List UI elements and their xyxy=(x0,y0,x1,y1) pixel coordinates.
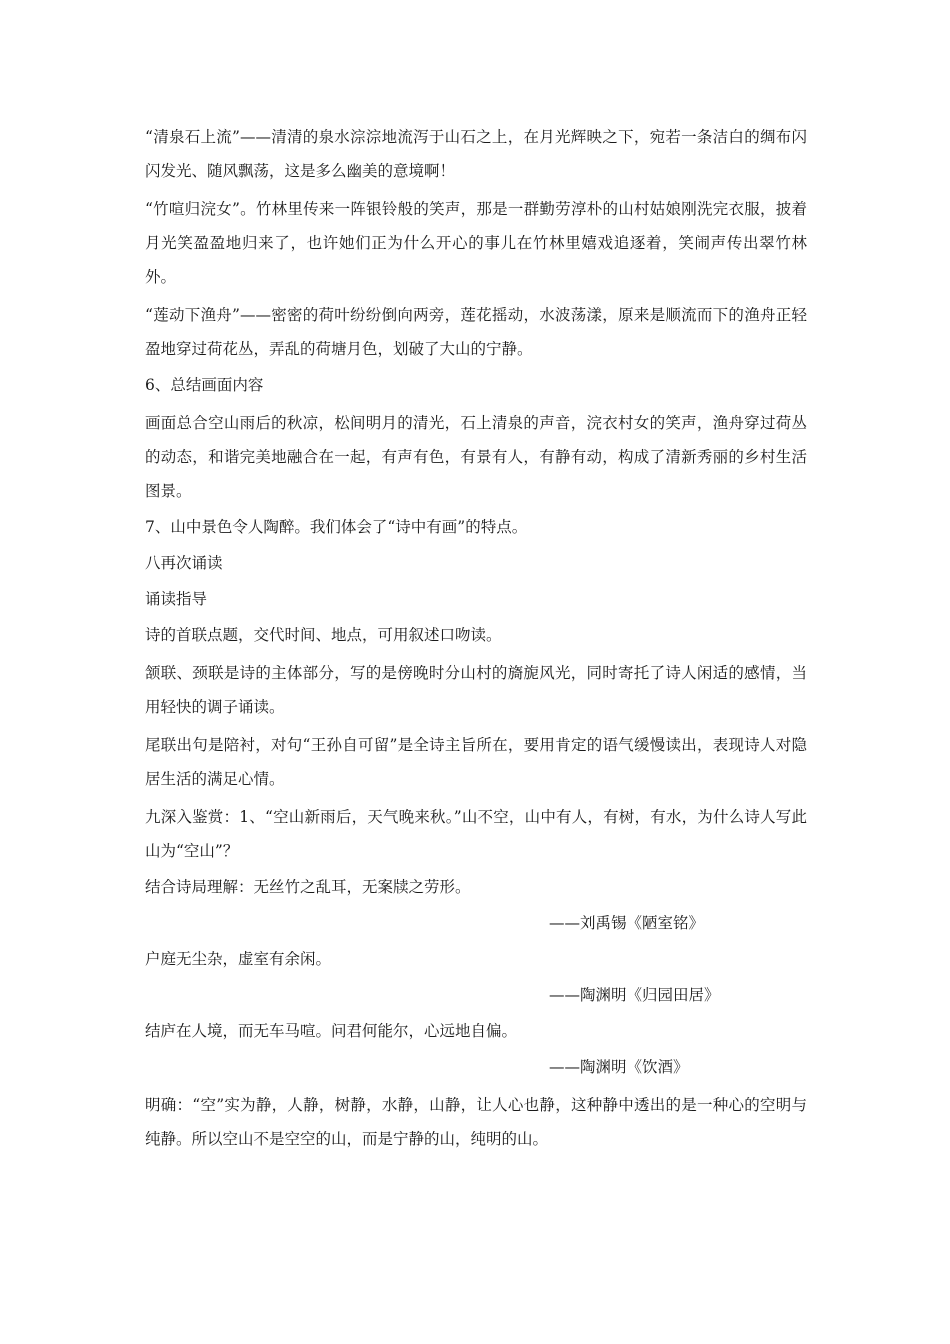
quote-guiyuan: 户庭无尘杂，虚室有余闲。 xyxy=(145,950,332,968)
paragraph-last-couplet: 尾联出句是陪衬，对句“王孙自可留”是全诗主旨所在，要用肯定的语气缓慢读出，表现诗人对隐居生活的满足心情。 xyxy=(145,736,807,788)
heading-reread: 八再次诵读 xyxy=(145,554,223,572)
heading-summary: 6、总结画面内容 xyxy=(145,376,264,394)
paragraph-appreciation: 九深入鉴赏：1、“空山新雨后，天气晚来秋。”山不空，山中有人，有树，有水，为什么诗人写此山为“空山”？ xyxy=(145,808,807,860)
paragraph-liandong: “莲动下渔舟”——密密的荷叶纷纷倒向两旁，莲花摇动，水波荡漾，原来是顺流而下的渔舟正轻盈地穿过荷花丛，弄乱的荷塘月色，划破了大山的宁静。 xyxy=(145,306,807,358)
paragraph-conclusion: 明确：“空”实为静，人静，树静，水静，山静，让人心也静，这种静中透出的是一种心的空明与纯静。所以空山不是空空的山，而是宁静的山，纯明的山。 xyxy=(145,1096,807,1148)
quote-yinjiu: 结庐在人境，而无车马喧。问君何能尔，心远地自偏。 xyxy=(145,1022,518,1040)
paragraph-zhuxuan: “竹喧归浣女”。竹林里传来一阵银铃般的笑声，那是一群勤劳淳朴的山村姑娘刚洗完衣服，披着月光笑盈盈地归来了，也许她们正为什么开心的事儿在竹林里嬉戏追逐着，笑闹声传出翠竹林外。 xyxy=(145,200,807,286)
document-body xyxy=(145,120,807,1160)
quote-loushiming: 结合诗局理解：无丝竹之乱耳，无案牍之劳形。 xyxy=(145,878,471,896)
paragraph-first-couplet: 诗的首联点题，交代时间、地点，可用叙述口吻读。 xyxy=(145,626,502,644)
paragraph-summary: 画面总合空山雨后的秋凉，松间明月的清光，石上清泉的声音，浣衣村女的笑声，渔舟穿过荷丛的动态，和谐完美地融合在一起，有声有色，有景有人，有静有动，构成了清新秀丽的乡村生活图景。 xyxy=(145,414,807,500)
heading-guidance: 诵读指导 xyxy=(145,590,208,608)
paragraph-poem-painting: 7、山中景色令人陶醉。我们体会了“诗中有画”的特点。 xyxy=(145,518,528,536)
attribution-taoyuanming-2: ——陶渊明《饮酒》 xyxy=(549,1058,689,1076)
paragraph-qingquan: “清泉石上流”——清清的泉水淙淙地流泻于山石之上，在月光辉映之下，宛若一条洁白的绸布闪闪发光、随风飘荡，这是多么幽美的意境啊！ xyxy=(145,128,807,180)
attribution-taoyuanming-1: ——陶渊明《归园田居》 xyxy=(549,986,720,1004)
attribution-liuyuxi: ——刘禹锡《陋室铭》 xyxy=(549,914,705,932)
paragraph-middle-couplets: 颔联、颈联是诗的主体部分，写的是傍晚时分山村的旖旎风光，同时寄托了诗人闲适的感情，当用轻快的调子诵读。 xyxy=(145,664,807,716)
